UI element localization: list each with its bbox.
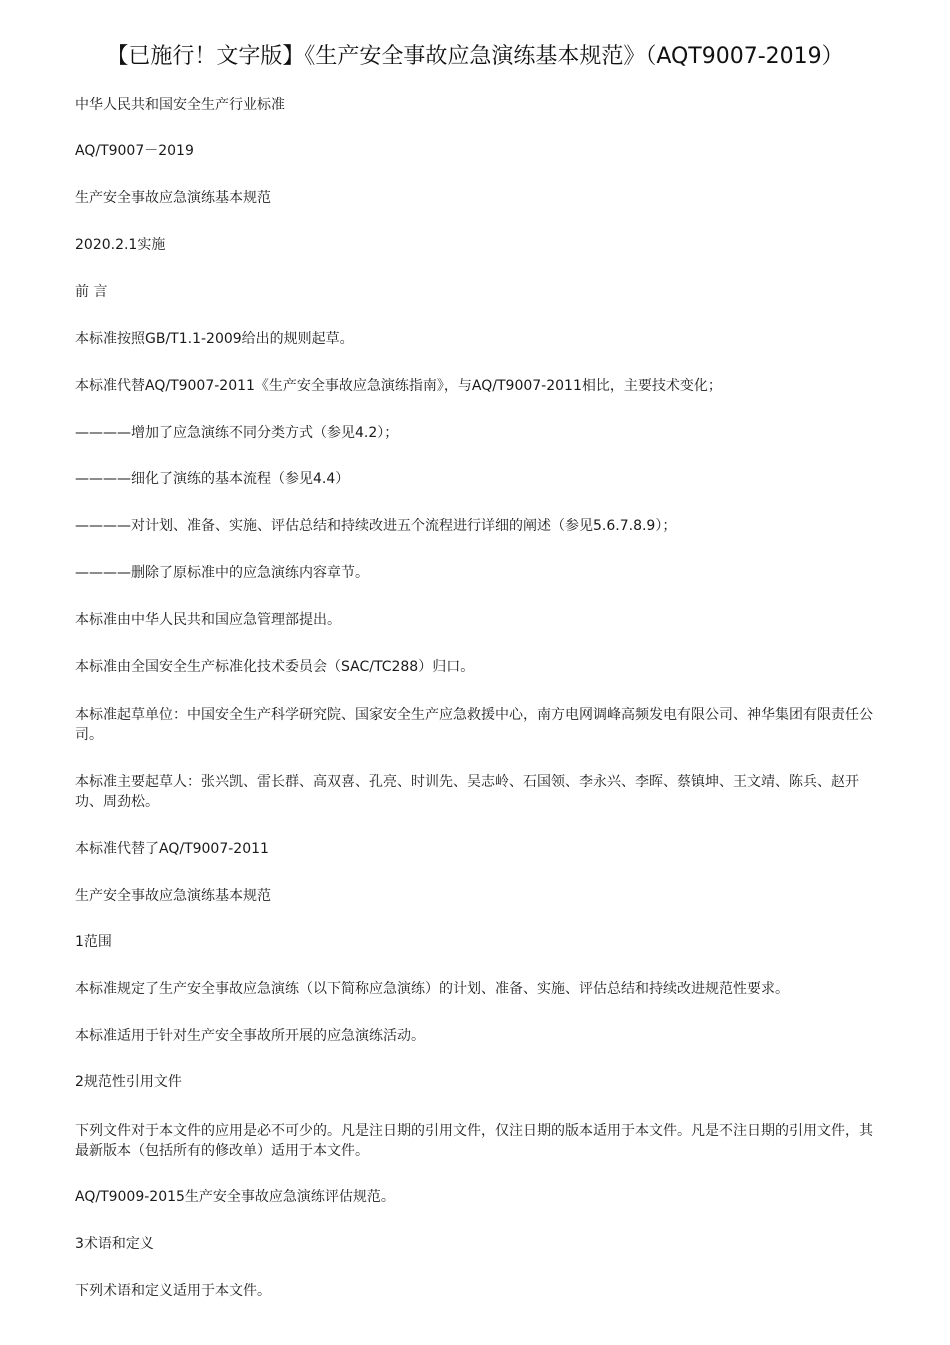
paragraph-drafting-rules: 本标准按照GB/T1.1-2009给出的规则起草。 xyxy=(75,331,354,347)
paragraph-scope-applicability: 本标准适用于针对生产安全事故所开展的应急演练活动。 xyxy=(75,1028,425,1044)
document-title: 【已施行！文字版】《生产安全事故应急演练基本规范》（AQT9007-2019） xyxy=(106,44,844,69)
section-heading-normative-references: 2规范性引用文件 xyxy=(75,1074,182,1090)
paragraph-standard-category: 中华人民共和国安全生产行业标准 xyxy=(75,97,285,113)
paragraph-replaced-standard: 本标准代替了AQ/T9007-2011 xyxy=(75,841,269,857)
paragraph-terms-intro: 下列术语和定义适用于本文件。 xyxy=(75,1283,271,1299)
paragraph-references-intro: 下列文件对于本文件的应用是必不可少的。凡是注日期的引用文件，仅注日期的版本适用于本文件。凡是不注日期的引用文件，其最新版本（包括所有的修改单）适用于本文件。 xyxy=(75,1123,873,1159)
paragraph-standard-number: AQ/T9007－2019 xyxy=(75,143,194,159)
section-heading-terms: 3术语和定义 xyxy=(75,1236,154,1252)
paragraph-standard-name-repeat: 生产安全事故应急演练基本规范 xyxy=(75,888,271,904)
paragraph-drafters: 本标准主要起草人：张兴凯、雷长群、高双喜、孔亮、时训先、吴志岭、石国领、李永兴、李晖、蔡镇坤、王文靖、陈兵、赵开功、周劲松。 xyxy=(75,774,859,810)
paragraph-replacement-note: 本标准代替AQ/T9007-2011《生产安全事故应急演练指南》，与AQ/T9007-2011相比，主要技术变化； xyxy=(75,378,722,394)
section-heading-foreword: 前 言 xyxy=(75,284,108,300)
paragraph-standard-name: 生产安全事故应急演练基本规范 xyxy=(75,190,271,206)
section-heading-scope: 1范围 xyxy=(75,934,112,950)
paragraph-scope-definition: 本标准规定了生产安全事故应急演练（以下简称应急演练）的计划、准备、实施、评估总结和持续改进规范性要求。 xyxy=(75,981,789,997)
list-item-change: ————删除了原标准中的应急演练内容章节。 xyxy=(75,565,369,581)
paragraph-proposer: 本标准由中华人民共和国应急管理部提出。 xyxy=(75,612,341,628)
paragraph-effective-date: 2020.2.1实施 xyxy=(75,237,166,253)
list-item-change: ————对计划、准备、实施、评估总结和持续改进五个流程进行详细的阐述（参见5.6.7.8.9）； xyxy=(75,518,677,534)
list-item-change: ————细化了演练的基本流程（参见4.4） xyxy=(75,471,350,487)
list-item-change: ————增加了应急演练不同分类方式（参见4.2）； xyxy=(75,425,399,441)
paragraph-drafting-units: 本标准起草单位：中国安全生产科学研究院、国家安全生产应急救援中心，南方电网调峰高频发电有限公司、神华集团有限责任公司。 xyxy=(75,707,873,743)
paragraph-reference-item: AQ/T9009-2015生产安全事故应急演练评估规范。 xyxy=(75,1189,395,1205)
paragraph-administrator: 本标准由全国安全生产标准化技术委员会（SAC/TC288）归口。 xyxy=(75,659,475,675)
